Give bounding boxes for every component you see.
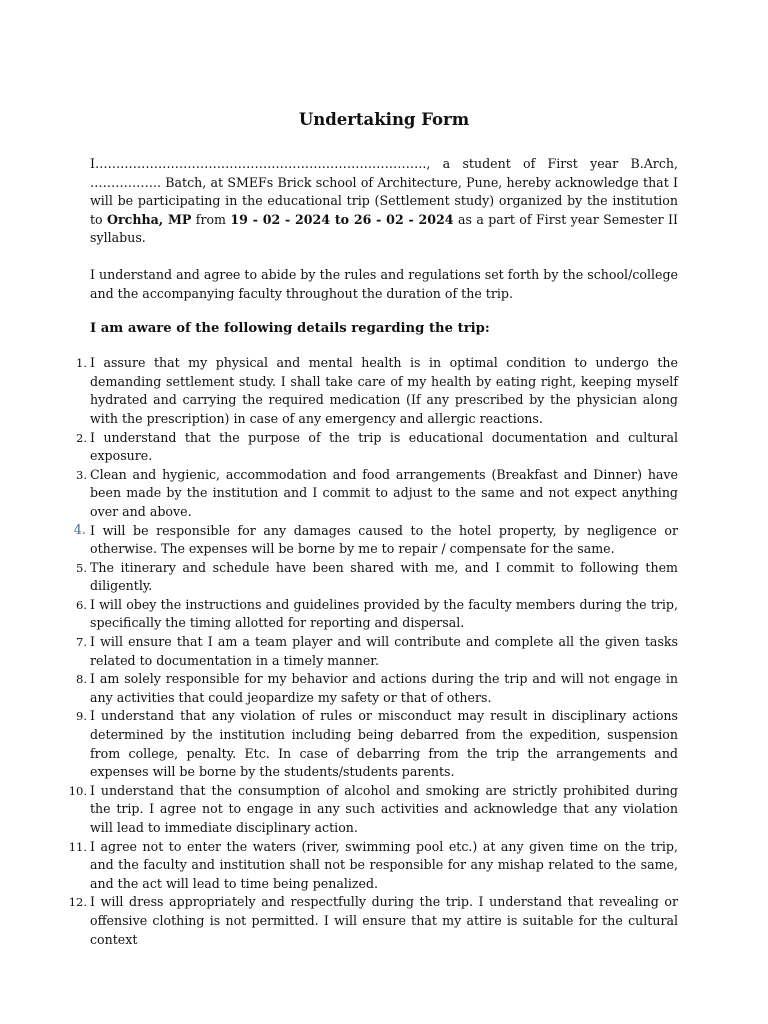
item-text: I will be responsible for any damages caused to the hotel property, by negligence or otherwise. The expenses will be borne by me to repair / compensate for the same. (90, 522, 678, 557)
item-number: 6. (76, 597, 87, 612)
list-item (76, 429, 678, 466)
item-text: I understand that the purpose of the trip is educational documentation and cultural exposure. (90, 429, 678, 464)
trip-destination: Orchha, MP (107, 211, 192, 227)
list-heading: I am aware of the following details regarding the trip: (90, 321, 490, 337)
item-text: I will ensure that I am a team player and will contribute and complete all the given tasks related to documentation in a timely manner. (90, 634, 678, 668)
trip-dates: 19 - 02 - 2024 to 26 - 02 - 2024 (230, 211, 454, 227)
item-number: 8. (76, 672, 87, 687)
item-number: 3. (76, 467, 87, 482)
item-text: I am solely responsible for my behavior and actions during the trip and will not engage in any activities that could jeopardize my safety or that of others. (90, 671, 678, 705)
list-item (76, 559, 678, 596)
form-title: Undertaking Form (298, 110, 470, 129)
item-text: I will obey the instructions and guidelines provided by the faculty members during the trip, specifically the timing allotted for reporting and dispersal. (90, 596, 678, 631)
list-item (76, 633, 678, 670)
item-number: 1. (76, 356, 87, 371)
item-text: I will dress appropriately and respectfully during the trip. I understand that revealing or offensive clothing is not permitted. I will ensure that my attire is suitable for the cultural context (90, 894, 678, 947)
list-item (76, 707, 678, 781)
item-text: The itinerary and schedule have been shared with me, and I commit to following them diligently. (90, 559, 678, 594)
item-text: I understand that the consumption of alcohol and smoking are strictly prohibited during the trip. I agree not to engage in any such activities and acknowledge that any violation will lead to immediate disciplinary action. (90, 782, 678, 835)
item-text: I agree not to enter the waters (river, swimming pool etc.) at any given time on the trip, and the faculty and institution shall not be responsible for any mishap related to the same, and the act will lead to time being penalized. (90, 838, 678, 891)
terms-list (68, 354, 678, 949)
list-item (76, 596, 678, 633)
item-number: 5. (76, 560, 87, 575)
list-item (76, 354, 678, 428)
item-number: 9. (76, 709, 87, 724)
item-text: Clean and hygienic, accommodation and food arrangements (Breakfast and Dinner) have been made by the institution and I commit to adjust to the same and not expect anything over and above. (90, 466, 678, 519)
item-number: 10. (68, 783, 87, 798)
item-text: I assure that my physical and mental health is in optimal condition to undergo the demanding settlement study. I shall take care of my health by eating right, keeping myself hydrated and carrying the required medication (If any prescribed by the physician along with the prescription) in case of any emergency and allergic reactions. (90, 355, 678, 426)
item-number: 12. (68, 895, 87, 910)
intro-paragraph (90, 155, 678, 248)
list-item (73, 522, 678, 559)
intro-text: I……………………………………………………………………., a student of First year B.Arch, …………….. Batch, at SMEFs Brick school of Architecture, Pune, hereby acknowledge that I will be participating in the educational trip (Settlement study) organized by the institution to (90, 156, 678, 227)
item-number: 11. (68, 839, 87, 854)
list-item (68, 838, 678, 894)
item-text: I understand that any violation of rules or misconduct may result in disciplinary actions determined by the institution including being debarred from the expedition, suspension from college, penalty. Etc. In case of debarring from the trip the arrangements and expenses will be borne by the students/students parents. (90, 708, 678, 780)
intro-end: as a part of First year Semester II syllabus. (90, 211, 678, 246)
list-item (76, 670, 678, 707)
list-item (76, 466, 678, 522)
intro-from: from (191, 211, 231, 227)
item-number: 2. (76, 430, 87, 445)
item-number: 4. (73, 522, 86, 538)
agreement-paragraph: I understand and agree to abide by the rules and regulations set forth by the school/college and the accompanying faculty throughout the duration of the trip. (90, 266, 678, 301)
item-number: 7. (76, 635, 87, 650)
list-item (68, 893, 678, 949)
list-item (68, 782, 678, 838)
